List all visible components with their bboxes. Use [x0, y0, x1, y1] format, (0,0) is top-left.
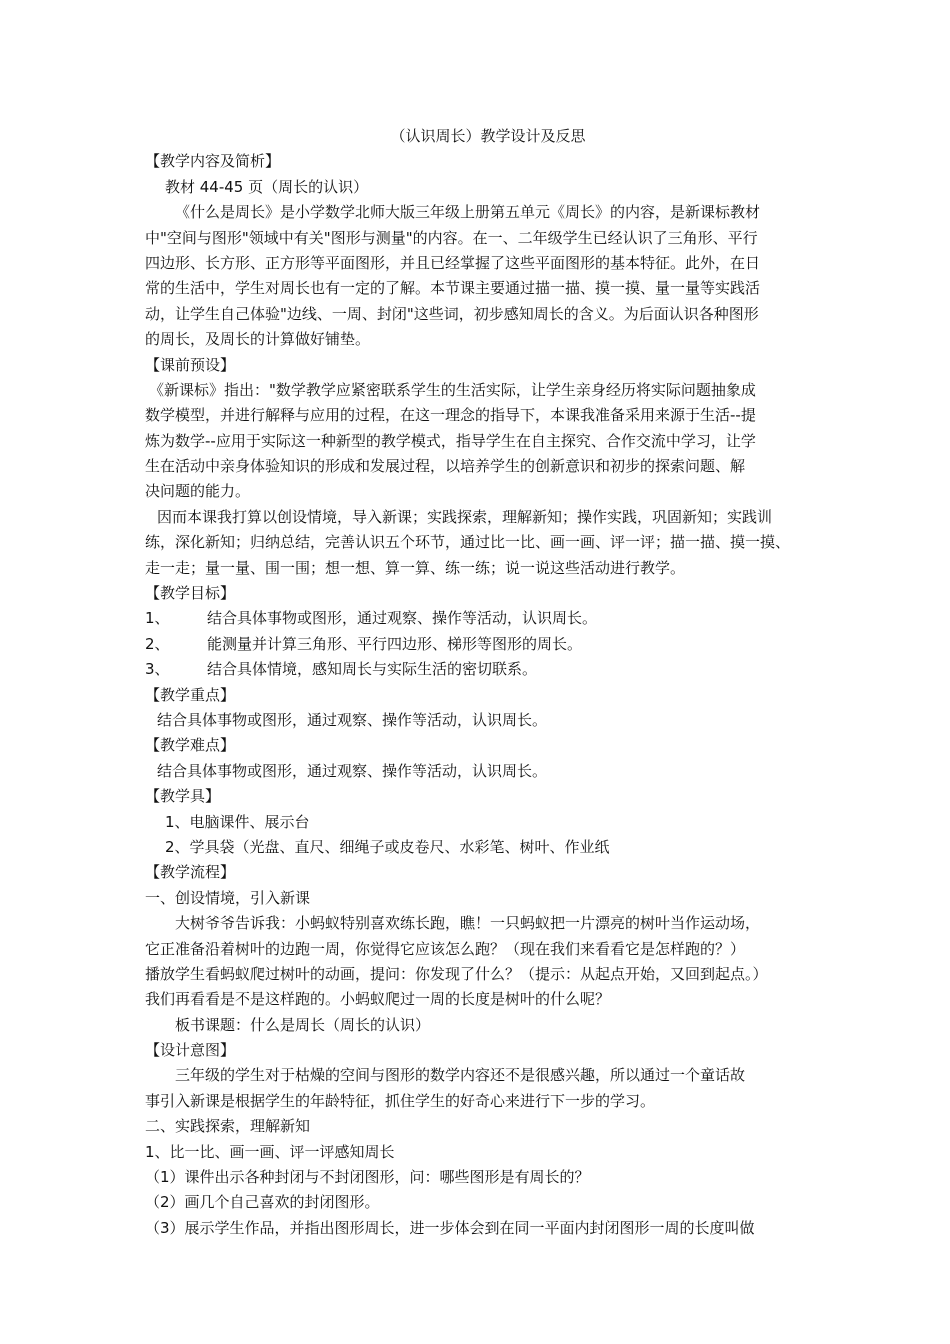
paragraph-line: 《什么是周长》是小学数学北师大版三年级上册第五单元《周长》的内容，是新课标教材 — [175, 203, 761, 222]
step-title: 二、实践探索，理解新知 — [145, 1117, 311, 1136]
list-item: （1）课件出示各种封闭与不封闭图形，问：哪些图形是有周长的？ — [145, 1168, 590, 1187]
board-title: 板书课题：什么是周长（周长的认识） — [175, 1015, 431, 1034]
paragraph-line: 的周长，及周长的计算做好铺垫。 — [145, 330, 371, 349]
paragraph-line: 中"空间与图形"领域中有关"图形与测量"的内容。在一、二年级学生已经认识了三角形、平行 — [145, 228, 758, 247]
paragraph-line: 决问题的能力。 — [145, 482, 251, 501]
section-heading-tools: 【教学具】 — [145, 787, 221, 806]
paragraph-line: 数学模型，并进行解释与应用的过程，在这一理念的指导下，本课我准备采用来源于生活--提 — [145, 406, 756, 425]
section-heading-content-analysis: 【教学内容及简析】 — [145, 152, 281, 171]
paragraph-line: 炼为数学--应用于实际这一种新型的教学模式，指导学生在自主探究、合作交流中学习，让学 — [145, 431, 756, 450]
goal-text: 能测量并计算三角形、平行四边形、梯形等图形的周长。 — [207, 634, 583, 653]
paragraph-line: 三年级的学生对于枯燥的空间与图形的数学内容还不是很感兴趣，所以通过一个童话故 — [175, 1066, 746, 1085]
paragraph-line: 《新课标》指出："数学教学应紧密联系学生的生活实际，让学生亲身经历将实际问题抽象成 — [149, 380, 756, 399]
document-page — [145, 124, 813, 1241]
list-item: （2）画几个自己喜欢的封闭图形。 — [145, 1193, 380, 1212]
paragraph-line: 我们再看看是不是这样跑的。小蚂蚁爬过一周的长度是树叶的什么呢？ — [145, 990, 611, 1009]
goal-item — [145, 632, 813, 657]
document-title: （认识周长）教学设计及反思 — [390, 127, 586, 145]
key-point-text: 结合具体事物或图形，通过观察、操作等活动，认识周长。 — [157, 710, 548, 729]
paragraph-line: 生在活动中亲身体验知识的形成和发展过程，以培养学生的创新意识和初步的探索问题、解 — [145, 457, 746, 476]
section-heading-preset: 【课前预设】 — [145, 355, 236, 374]
paragraph-line: 四边形、长方形、正方形等平面图形，并且已经掌握了这些平面图形的基本特征。此外，在日 — [145, 253, 761, 272]
section-heading-key-point: 【教学重点】 — [145, 685, 236, 704]
goal-item — [145, 606, 813, 631]
section-heading-goals: 【教学目标】 — [145, 584, 236, 603]
goal-number: 3、 — [145, 660, 170, 679]
step-title: 一、创设情境，引入新课 — [145, 888, 311, 907]
tool-item: 2、学具袋（光盘、直尺、细绳子或皮卷尺、水彩笔、树叶、作业纸 — [165, 837, 610, 856]
difficulty-text: 结合具体事物或图形，通过观察、操作等活动，认识周长。 — [157, 761, 548, 780]
paragraph-line: 走一走；量一量、围一围；想一想、算一算、练一练；说一说这些活动进行教学。 — [145, 558, 686, 577]
paragraph-line: 它正准备沿着树叶的边跑一周，你觉得它应该怎么跑？（现在我们来看看它是怎样跑的？） — [145, 939, 746, 958]
goal-item — [145, 657, 813, 682]
paragraph-line: 练，深化新知；归纳总结，完善认识五个环节，通过比一比、画一画、评一评；描一描、摸一摸、 — [145, 533, 791, 552]
paragraph-line: 动，让学生自己体验"边线、一周、封闭"这些词，初步感知周长的含义。为后面认识各种图形 — [145, 304, 759, 323]
paragraph-line: 常的生活中，学生对周长也有一定的了解。本节课主要通过描一描、摸一摸、量一量等实践活 — [145, 279, 761, 298]
paragraph-line: 播放学生看蚂蚁爬过树叶的动画，提问：你发现了什么？（提示：从起点开始，又回到起点。） — [145, 964, 768, 983]
goal-number: 1、 — [145, 609, 170, 628]
goal-text: 结合具体情境，感知周长与实际生活的密切联系。 — [207, 660, 538, 679]
paragraph-line: 因而本课我打算以创设情境，导入新课；实践探索，理解新知；操作实践，巩固新知；实践训 — [157, 507, 773, 526]
paragraph-line: 大树爷爷告诉我：小蚂蚁特别喜欢练长跑，瞧！一只蚂蚁把一片漂亮的树叶当作运动场， — [175, 914, 761, 933]
list-item: （3）展示学生作品，并指出图形周长，进一步体会到在同一平面内封闭图形一周的长度叫做 — [145, 1218, 755, 1237]
section-heading-process: 【教学流程】 — [145, 863, 236, 882]
goal-text: 结合具体事物或图形，通过观察、操作等活动，认识周长。 — [207, 609, 598, 628]
section-heading-design-intent: 【设计意图】 — [145, 1041, 236, 1060]
paragraph-line: 事引入新课是根据学生的年龄特征，抓住学生的好奇心来进行下一步的学习。 — [145, 1091, 656, 1110]
sub-step-title: 1、比一比、画一画、评一评感知周长 — [145, 1142, 395, 1161]
textbook-reference: 教材 44-45 页（周长的认识） — [165, 177, 369, 196]
tool-item: 1、电脑课件、展示台 — [165, 812, 310, 831]
section-heading-difficulty: 【教学难点】 — [145, 736, 236, 755]
goal-number: 2、 — [145, 634, 170, 653]
